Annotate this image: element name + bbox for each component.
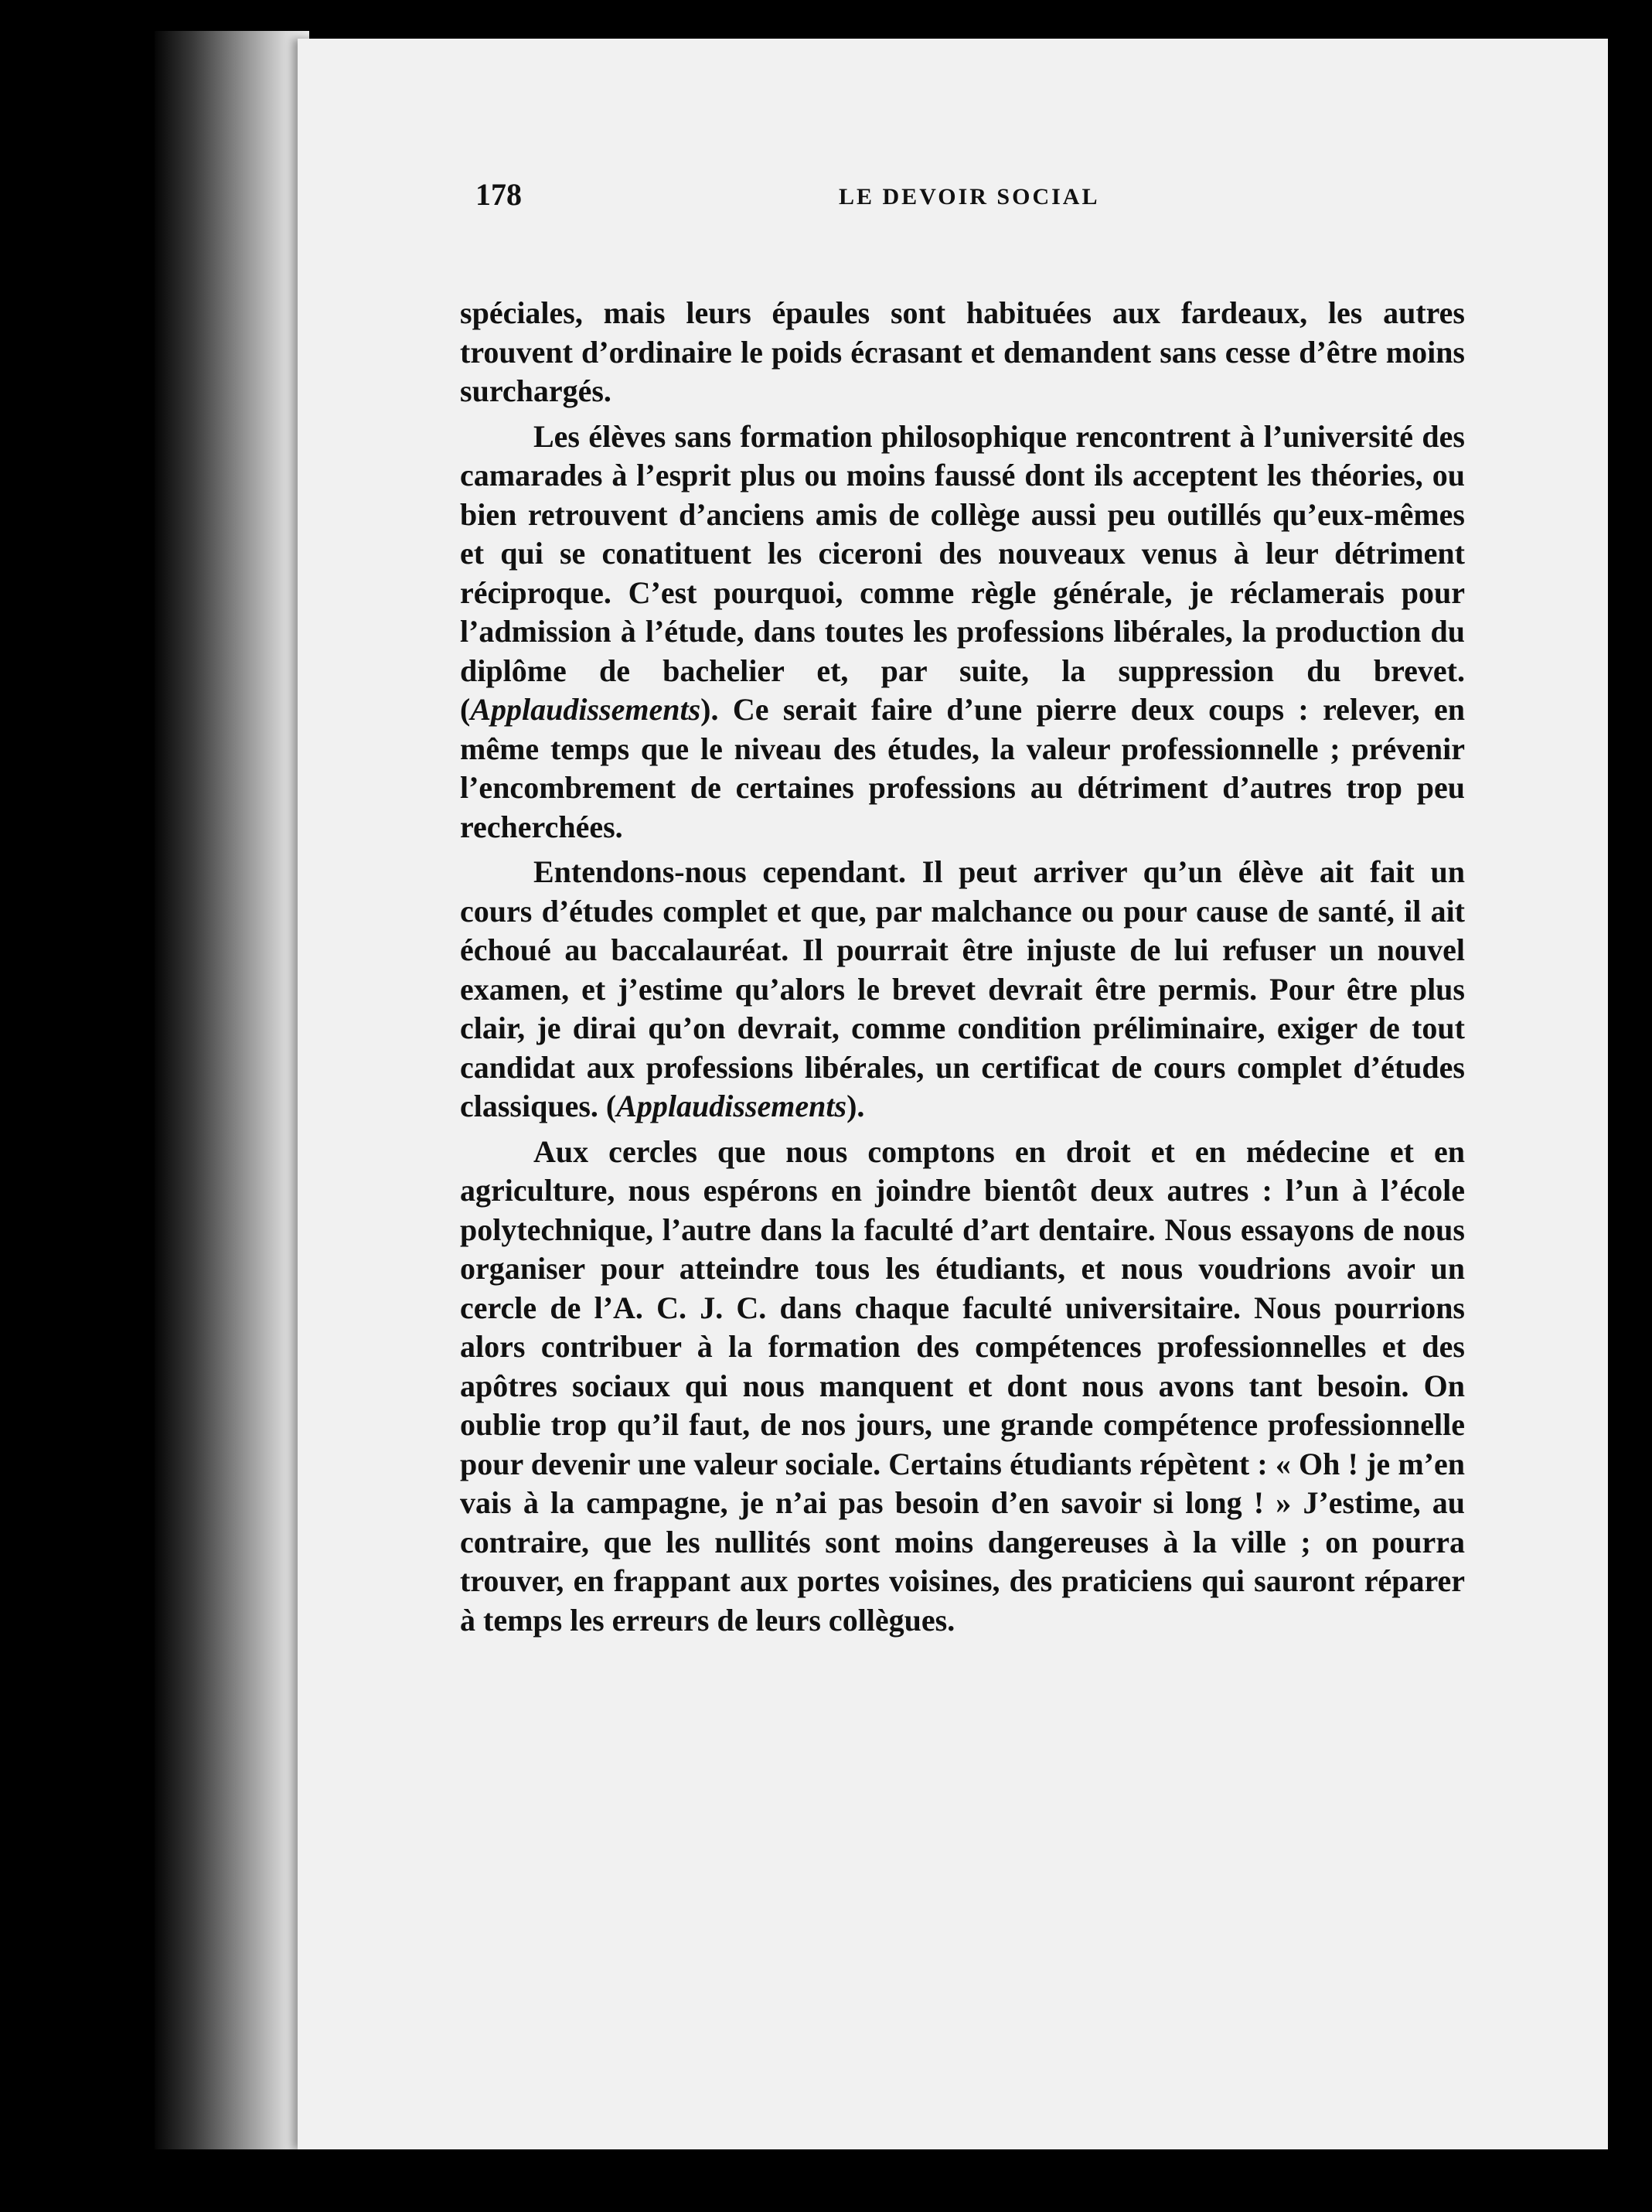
page-sheet bbox=[298, 39, 1608, 2149]
paragraph bbox=[460, 853, 1465, 1126]
book-page-edges bbox=[155, 31, 309, 2149]
page-header bbox=[475, 176, 1480, 223]
paragraph-text: ). bbox=[846, 1089, 865, 1123]
paragraph bbox=[460, 1133, 1465, 1641]
paragraph-text: Les élèves sans formation philosophique rencontrent à l’université des camarades à l’esprit plus ou moins faussé dont ils acceptent les théories, ou bien retrouvent d’anciens amis de collège aussi peu outillés qu’eux-mêmes et qui se conatituent les ciceroni des nouveaux venus à leur détriment réciproque. C’est pourquoi, comme règle générale, je réclamerais pour l’admission à l’étude, dans toutes les professions libérales, la production du diplôme de bachelier et, par suite, la suppression du brevet. ( bbox=[460, 418, 1465, 727]
paragraph-text: Aux cercles que nous comptons en droit et en médecine et en agriculture, nous espérons en joindre bientôt deux autres : l’un à l’école polytechnique, l’autre dans la faculté d’art dentaire. Nous essayons de nous organiser pour atteindre tous les étudiants, et nous voudrions avoir un cercle de l’A. C. J. C. dans chaque faculté universitaire. Nous pourrions alors contribuer à la formation des compétences professionnelles et des apôtres sociaux qui nous manquent et dont nous avons tant besoin. On oublie trop qu’il faut, de nos jours, une grande compétence professionnelle pour devenir une valeur sociale. Certains étudiants répètent : « Oh ! je m’en vais à la campagne, je n’ai pas besoin d’en savoir si long ! » J’estime, au contraire, que les nullités sont moins dangereuses à la ville ; on pourra trouver, en frappant aux portes voisines, des praticiens qui sauront réparer à temps les erreurs de leurs collègues. bbox=[460, 1133, 1465, 1638]
paragraph-text: Entendons-nous cependant. Il peut arriver qu’un élève ait fait un cours d’études complet et que, par malchance ou pour cause de santé, il ait échoué au baccalauréat. Il pourrait être injuste de lui refuser un nouvel examen, et j’estime qu’alors le brevet devrait être permis. Pour être plus clair, je dirai qu’on devrait, comme condition préliminaire, exiger de tout candidat aux professions libérales, un certificat de cours complet d’études classiques. ( bbox=[460, 854, 1465, 1123]
running-title: LE DEVOIR SOCIAL bbox=[839, 184, 1100, 210]
italic-text: Applaudissements bbox=[470, 692, 701, 727]
page-number: 178 bbox=[475, 177, 522, 212]
body-text bbox=[460, 294, 1465, 1646]
paragraph bbox=[460, 294, 1465, 411]
paragraph-text: spéciales, mais leurs épaules sont habituées aux fardeaux, les autres trouvent d’ordinaire le poids écrasant et demandent sans cesse d’être moins surchargés. bbox=[460, 295, 1465, 408]
paragraph-text: ). Ce serait faire d’une pierre deux coups : relever, en même temps que le niveau des études, la valeur professionnelle ; prévenir l’encombrement de certaines professions au détriment d’autres trop peu recherchées. bbox=[460, 692, 1465, 844]
paragraph bbox=[460, 418, 1465, 847]
italic-text: Applaudissements bbox=[616, 1089, 847, 1123]
